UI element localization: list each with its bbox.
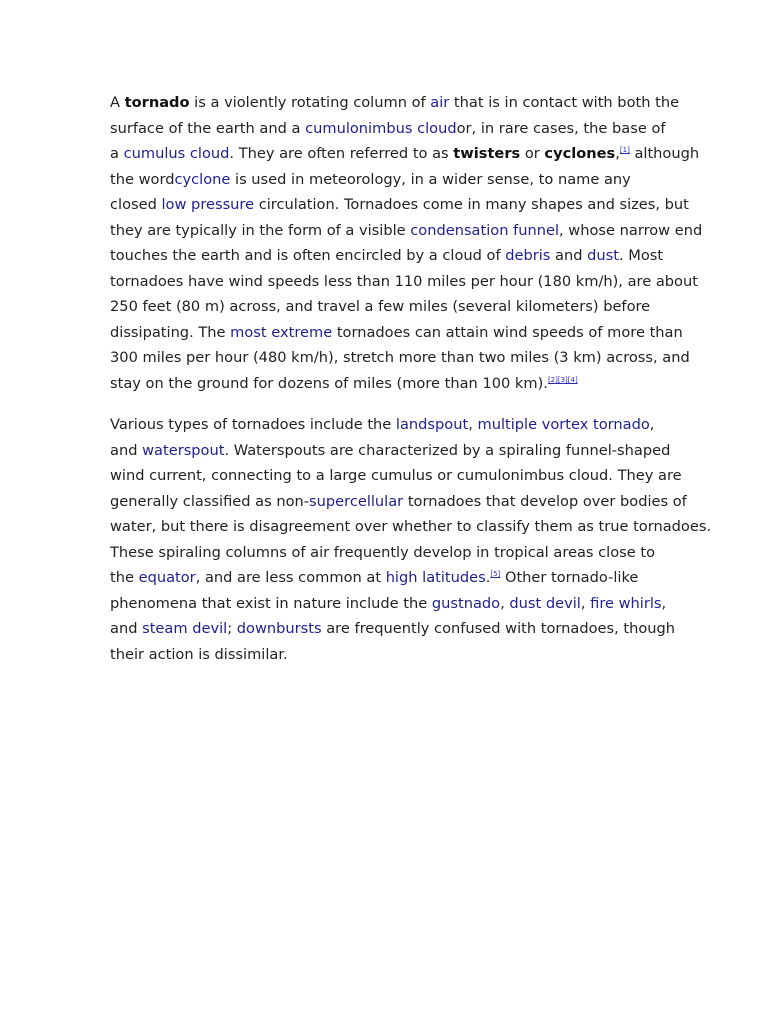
text-run: the word — [110, 170, 175, 188]
text-run: and — [110, 620, 143, 637]
text-run: 250 feet (80 m) across, and travel a few miles (several kilometers) before — [110, 298, 651, 315]
text-line — [110, 412, 730, 438]
inline-link[interactable]: cumulus cloud — [123, 145, 230, 162]
text-line — [110, 489, 730, 515]
inline-link[interactable]: condensation funnel — [410, 221, 560, 239]
text-line — [110, 514, 730, 540]
inline-link[interactable]: gustnado — [431, 594, 501, 612]
bold-term: tornado — [124, 94, 190, 111]
inline-link[interactable]: high latitudes — [385, 569, 486, 586]
text-run: and — [110, 441, 143, 459]
text-line — [110, 642, 730, 668]
text-run: , — [580, 594, 591, 612]
text-run: stay on the ground for dozens of miles (more than 100 km). — [110, 374, 548, 392]
text-run: is used in meteorology, in a wider sense, to name any — [230, 170, 631, 188]
inline-link[interactable]: low pressure — [161, 196, 255, 213]
text-line — [110, 540, 730, 566]
text-run: , — [615, 145, 620, 162]
text-run: . — [485, 569, 491, 586]
text-run: , — [468, 416, 478, 433]
text-run: These spiraling columns of air frequently develop in tropical areas close to — [110, 543, 656, 561]
text-run: the — [110, 569, 139, 586]
inline-link[interactable]: downbursts — [236, 620, 322, 637]
text-line — [110, 269, 730, 295]
text-run: wind current, connecting to a large cumulus or cumulonimbus cloud. They are — [110, 467, 682, 484]
text-line — [110, 116, 730, 142]
text-run: is a violently rotating column of — [189, 94, 431, 111]
text-run: are frequently confused with tornadoes, though — [321, 620, 676, 637]
text-run: that is in contact with both the — [449, 94, 680, 111]
citation-link[interactable]: [5] — [490, 570, 501, 578]
text-run: ; — [227, 620, 237, 637]
inline-link[interactable]: dust — [587, 247, 619, 264]
text-run: generally classified as non- — [110, 492, 310, 510]
text-run: touches the earth and is often encircled by a cloud of — [110, 247, 506, 264]
text-line — [110, 463, 730, 489]
text-run: closed — [110, 196, 162, 213]
text-run: dissipating. The — [110, 323, 231, 341]
text-line — [110, 141, 730, 167]
text-run: . Most — [619, 247, 664, 264]
text-run: water, but there is disagreement over whether to classify them as true tornadoes. — [110, 518, 712, 535]
inline-link[interactable]: most extreme — [230, 323, 333, 341]
inline-link[interactable]: multiple vortex tornado — [477, 416, 650, 433]
inline-link[interactable]: supercellular — [309, 492, 404, 510]
text-run: A — [110, 94, 125, 111]
paragraph-tornado-definition — [110, 90, 730, 396]
text-run: , — [500, 594, 510, 612]
text-line — [110, 192, 730, 218]
text-run: although — [629, 145, 700, 162]
text-run: Other tornado-like — [500, 569, 639, 586]
inline-link[interactable]: debris — [505, 247, 551, 264]
text-line — [110, 565, 730, 591]
text-run: they are typically in the form of a visible — [110, 221, 411, 239]
inline-link[interactable]: cyclone — [174, 170, 231, 188]
inline-link[interactable]: fire whirls — [590, 594, 662, 612]
text-line — [110, 294, 730, 320]
text-line — [110, 591, 730, 617]
text-line — [110, 616, 730, 642]
text-run: , and are less common at — [195, 569, 386, 586]
text-run: . They are often referred to as — [229, 145, 454, 162]
text-line — [110, 345, 730, 371]
inline-link[interactable]: landspout — [395, 416, 469, 433]
inline-link[interactable]: cumulonimbus cloud — [305, 119, 457, 137]
text-line — [110, 371, 730, 397]
inline-link[interactable]: dust devil — [509, 594, 581, 612]
text-run: 300 miles per hour (480 km/h), stretch more than two miles (3 km) across, and — [110, 349, 690, 366]
text-run: tornadoes have wind speeds less than 110 miles per hour (180 km/h), are about — [110, 272, 698, 290]
text-run: , whose narrow end — [559, 221, 703, 239]
citation-link[interactable]: [2][3][4] — [547, 375, 578, 384]
text-line — [110, 218, 730, 244]
inline-link[interactable]: steam devil — [142, 620, 228, 637]
bold-term: cyclones — [544, 145, 616, 162]
text-run: and — [550, 247, 588, 264]
text-run: or — [520, 145, 545, 162]
text-run: . Waterspouts are characterized by a spiraling funnel-shaped — [224, 441, 671, 459]
text-run: , — [649, 416, 655, 433]
text-line — [110, 320, 730, 346]
text-run: or, in rare cases, the base of — [456, 119, 666, 137]
text-line — [110, 167, 730, 193]
text-run: tornadoes that develop over bodies of — [403, 492, 687, 510]
text-run: phenomena that exist in nature include the — [110, 594, 432, 612]
text-run: their action is dissimilar. — [110, 645, 288, 663]
text-run: , — [661, 594, 667, 612]
text-run: tornadoes can attain wind speeds of more than — [332, 323, 683, 341]
text-run: circulation. Tornadoes come in many shapes and sizes, but — [254, 196, 689, 213]
text-run: Various types of tornadoes include the — [110, 416, 396, 433]
text-line — [110, 243, 730, 269]
inline-link[interactable]: waterspout — [142, 441, 225, 459]
citation-link[interactable]: [1] — [619, 146, 630, 154]
text-line — [110, 90, 730, 116]
bold-term: twisters — [453, 145, 521, 162]
inline-link[interactable]: air — [430, 94, 450, 111]
text-run: a — [110, 145, 124, 162]
inline-link[interactable]: equator — [138, 569, 196, 586]
paragraph-tornado-types — [110, 412, 730, 667]
text-line — [110, 438, 730, 464]
text-run: surface of the earth and a — [110, 119, 306, 137]
